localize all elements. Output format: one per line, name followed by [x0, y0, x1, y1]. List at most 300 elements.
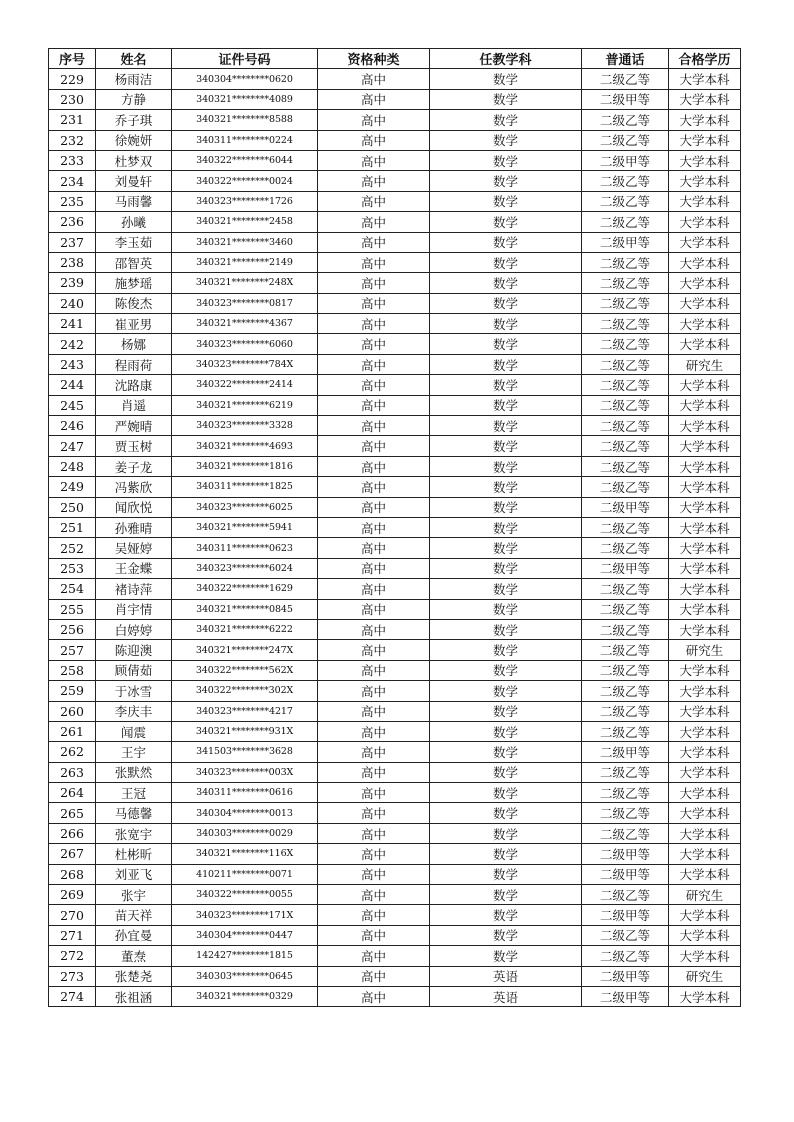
cell-mandarin-level: 二级甲等 — [582, 558, 669, 578]
cell-name: 王金蝶 — [96, 558, 172, 578]
cell-subject: 数学 — [430, 212, 582, 232]
cell-education: 大学本科 — [669, 517, 741, 537]
cell-education: 大学本科 — [669, 823, 741, 843]
cell-id-number: 340323********6024 — [172, 558, 318, 578]
cell-subject: 数学 — [430, 456, 582, 476]
cell-name: 贾玉树 — [96, 436, 172, 456]
cell-qualification-type: 高中 — [318, 436, 430, 456]
cell-subject: 数学 — [430, 436, 582, 456]
table-row — [49, 762, 741, 782]
cell-subject: 数学 — [430, 905, 582, 925]
cell-id-number: 340311********0616 — [172, 783, 318, 803]
cell-mandarin-level: 二级乙等 — [582, 946, 669, 966]
cell-mandarin-level: 二级甲等 — [582, 89, 669, 109]
cell-mandarin-level: 二级乙等 — [582, 191, 669, 211]
table-row — [49, 783, 741, 803]
cell-qualification-type: 高中 — [318, 640, 430, 660]
cell-id-number: 340321********4693 — [172, 436, 318, 456]
table-row — [49, 191, 741, 211]
cell-id-number: 341503********3628 — [172, 742, 318, 762]
table-row — [49, 558, 741, 578]
cell-education: 大学本科 — [669, 599, 741, 619]
cell-qualification-type: 高中 — [318, 212, 430, 232]
cell-name: 张默然 — [96, 762, 172, 782]
cell-id-number: 340322********6044 — [172, 150, 318, 170]
cell-serial: 266 — [49, 823, 96, 843]
table-row — [49, 69, 741, 89]
cell-serial: 230 — [49, 89, 96, 109]
cell-subject: 英语 — [430, 966, 582, 986]
cell-serial: 254 — [49, 579, 96, 599]
header-qualification-type: 资格种类 — [318, 49, 430, 69]
cell-serial: 256 — [49, 619, 96, 639]
cell-id-number: 340323********6025 — [172, 497, 318, 517]
cell-name: 程雨荷 — [96, 354, 172, 374]
cell-id-number: 340321********5941 — [172, 517, 318, 537]
cell-education: 大学本科 — [669, 721, 741, 741]
table-row — [49, 721, 741, 741]
cell-serial: 268 — [49, 864, 96, 884]
cell-subject: 数学 — [430, 130, 582, 150]
cell-subject: 数学 — [430, 885, 582, 905]
table-row — [49, 273, 741, 293]
cell-mandarin-level: 二级甲等 — [582, 864, 669, 884]
table-row — [49, 232, 741, 252]
cell-id-number: 340311********0224 — [172, 130, 318, 150]
cell-name: 施梦瑶 — [96, 273, 172, 293]
cell-education: 大学本科 — [669, 925, 741, 945]
cell-serial: 234 — [49, 171, 96, 191]
cell-id-number: 340323********784X — [172, 354, 318, 374]
table-row — [49, 885, 741, 905]
cell-serial: 247 — [49, 436, 96, 456]
table-row — [49, 252, 741, 272]
cell-name: 沈路康 — [96, 375, 172, 395]
cell-id-number: 340323********0817 — [172, 293, 318, 313]
cell-subject: 数学 — [430, 314, 582, 334]
cell-education: 研究生 — [669, 640, 741, 660]
cell-serial: 255 — [49, 599, 96, 619]
cell-serial: 263 — [49, 762, 96, 782]
cell-qualification-type: 高中 — [318, 599, 430, 619]
cell-name: 张祖涵 — [96, 986, 172, 1006]
cell-education: 研究生 — [669, 966, 741, 986]
cell-serial: 231 — [49, 110, 96, 130]
cell-subject: 数学 — [430, 538, 582, 558]
cell-name: 姜子龙 — [96, 456, 172, 476]
cell-education: 大学本科 — [669, 701, 741, 721]
cell-education: 大学本科 — [669, 273, 741, 293]
table-row — [49, 966, 741, 986]
cell-id-number: 340323********3328 — [172, 416, 318, 436]
cell-id-number: 340321********2458 — [172, 212, 318, 232]
cell-qualification-type: 高中 — [318, 579, 430, 599]
cell-subject: 数学 — [430, 252, 582, 272]
cell-subject: 数学 — [430, 517, 582, 537]
table-row — [49, 395, 741, 415]
cell-id-number: 340321********248X — [172, 273, 318, 293]
qualification-table — [48, 48, 741, 1007]
cell-education: 研究生 — [669, 354, 741, 374]
cell-education: 大学本科 — [669, 232, 741, 252]
cell-id-number: 340311********0623 — [172, 538, 318, 558]
cell-id-number: 340321********0329 — [172, 986, 318, 1006]
cell-name: 张宇 — [96, 885, 172, 905]
cell-qualification-type: 高中 — [318, 925, 430, 945]
cell-mandarin-level: 二级乙等 — [582, 619, 669, 639]
cell-id-number: 340321********0845 — [172, 599, 318, 619]
cell-qualification-type: 高中 — [318, 681, 430, 701]
cell-id-number: 340322********2414 — [172, 375, 318, 395]
cell-education: 大学本科 — [669, 783, 741, 803]
cell-education: 大学本科 — [669, 436, 741, 456]
cell-subject: 数学 — [430, 191, 582, 211]
cell-education: 大学本科 — [669, 416, 741, 436]
cell-mandarin-level: 二级乙等 — [582, 477, 669, 497]
cell-name: 陈迎澳 — [96, 640, 172, 660]
cell-subject: 数学 — [430, 599, 582, 619]
cell-name: 吴娅婷 — [96, 538, 172, 558]
cell-id-number: 340321********4367 — [172, 314, 318, 334]
cell-serial: 272 — [49, 946, 96, 966]
header-name: 姓名 — [96, 49, 172, 69]
cell-subject: 英语 — [430, 986, 582, 1006]
cell-serial: 265 — [49, 803, 96, 823]
table-row — [49, 416, 741, 436]
cell-serial: 233 — [49, 150, 96, 170]
table-row — [49, 579, 741, 599]
cell-id-number: 340304********0620 — [172, 69, 318, 89]
cell-subject: 数学 — [430, 844, 582, 864]
cell-mandarin-level: 二级乙等 — [582, 885, 669, 905]
cell-name: 肖宇情 — [96, 599, 172, 619]
cell-qualification-type: 高中 — [318, 538, 430, 558]
cell-name: 白婷婷 — [96, 619, 172, 639]
table-row — [49, 660, 741, 680]
cell-id-number: 340321********2149 — [172, 252, 318, 272]
cell-mandarin-level: 二级乙等 — [582, 293, 669, 313]
cell-education: 大学本科 — [669, 150, 741, 170]
cell-qualification-type: 高中 — [318, 742, 430, 762]
cell-qualification-type: 高中 — [318, 619, 430, 639]
table-row — [49, 619, 741, 639]
cell-subject: 数学 — [430, 110, 582, 130]
cell-mandarin-level: 二级甲等 — [582, 232, 669, 252]
table-row — [49, 823, 741, 843]
cell-qualification-type: 高中 — [318, 762, 430, 782]
cell-qualification-type: 高中 — [318, 89, 430, 109]
cell-mandarin-level: 二级乙等 — [582, 416, 669, 436]
cell-qualification-type: 高中 — [318, 660, 430, 680]
cell-subject: 数学 — [430, 742, 582, 762]
cell-serial: 245 — [49, 395, 96, 415]
cell-subject: 数学 — [430, 660, 582, 680]
cell-id-number: 340303********0645 — [172, 966, 318, 986]
cell-serial: 239 — [49, 273, 96, 293]
header-subject: 任教学科 — [430, 49, 582, 69]
cell-serial: 240 — [49, 293, 96, 313]
cell-mandarin-level: 二级乙等 — [582, 273, 669, 293]
cell-mandarin-level: 二级乙等 — [582, 354, 669, 374]
cell-name: 杨娜 — [96, 334, 172, 354]
cell-id-number: 340321********247X — [172, 640, 318, 660]
cell-education: 大学本科 — [669, 803, 741, 823]
cell-name: 于冰雪 — [96, 681, 172, 701]
cell-id-number: 340311********1825 — [172, 477, 318, 497]
cell-qualification-type: 高中 — [318, 395, 430, 415]
cell-id-number: 340304********0013 — [172, 803, 318, 823]
cell-name: 肖遥 — [96, 395, 172, 415]
cell-id-number: 340321********931X — [172, 721, 318, 741]
cell-mandarin-level: 二级乙等 — [582, 375, 669, 395]
table-row — [49, 925, 741, 945]
cell-name: 杜彬昕 — [96, 844, 172, 864]
table-row — [49, 375, 741, 395]
cell-id-number: 340323********003X — [172, 762, 318, 782]
cell-education: 大学本科 — [669, 375, 741, 395]
cell-name: 王宇 — [96, 742, 172, 762]
cell-education: 大学本科 — [669, 619, 741, 639]
cell-subject: 数学 — [430, 925, 582, 945]
cell-name: 刘亚飞 — [96, 864, 172, 884]
cell-mandarin-level: 二级乙等 — [582, 395, 669, 415]
table-row — [49, 844, 741, 864]
cell-name: 马德馨 — [96, 803, 172, 823]
cell-subject: 数学 — [430, 640, 582, 660]
cell-education: 大学本科 — [669, 477, 741, 497]
table-row — [49, 314, 741, 334]
table-row — [49, 864, 741, 884]
cell-education: 大学本科 — [669, 212, 741, 232]
cell-mandarin-level: 二级乙等 — [582, 456, 669, 476]
cell-qualification-type: 高中 — [318, 171, 430, 191]
cell-mandarin-level: 二级乙等 — [582, 252, 669, 272]
cell-mandarin-level: 二级甲等 — [582, 986, 669, 1006]
cell-serial: 241 — [49, 314, 96, 334]
cell-education: 大学本科 — [669, 864, 741, 884]
table-row — [49, 701, 741, 721]
cell-serial: 251 — [49, 517, 96, 537]
cell-name: 冯紫欣 — [96, 477, 172, 497]
cell-mandarin-level: 二级乙等 — [582, 783, 669, 803]
header-row — [49, 49, 741, 69]
cell-education: 大学本科 — [669, 252, 741, 272]
cell-serial: 257 — [49, 640, 96, 660]
cell-qualification-type: 高中 — [318, 701, 430, 721]
cell-serial: 267 — [49, 844, 96, 864]
cell-subject: 数学 — [430, 783, 582, 803]
cell-serial: 232 — [49, 130, 96, 150]
cell-mandarin-level: 二级乙等 — [582, 130, 669, 150]
table-row — [49, 599, 741, 619]
cell-qualification-type: 高中 — [318, 416, 430, 436]
cell-id-number: 340321********6219 — [172, 395, 318, 415]
cell-id-number: 340321********8588 — [172, 110, 318, 130]
cell-education: 大学本科 — [669, 395, 741, 415]
cell-qualification-type: 高中 — [318, 823, 430, 843]
cell-education: 大学本科 — [669, 314, 741, 334]
cell-education: 大学本科 — [669, 456, 741, 476]
cell-mandarin-level: 二级乙等 — [582, 681, 669, 701]
cell-id-number: 340322********562X — [172, 660, 318, 680]
table-row — [49, 130, 741, 150]
cell-id-number: 410211********0071 — [172, 864, 318, 884]
cell-id-number: 340321********1816 — [172, 456, 318, 476]
cell-qualification-type: 高中 — [318, 232, 430, 252]
cell-serial: 253 — [49, 558, 96, 578]
cell-name: 孙宜曼 — [96, 925, 172, 945]
cell-qualification-type: 高中 — [318, 517, 430, 537]
cell-id-number: 340321********3460 — [172, 232, 318, 252]
cell-qualification-type: 高中 — [318, 558, 430, 578]
cell-serial: 269 — [49, 885, 96, 905]
cell-qualification-type: 高中 — [318, 130, 430, 150]
cell-mandarin-level: 二级乙等 — [582, 334, 669, 354]
cell-id-number: 340323********4217 — [172, 701, 318, 721]
cell-qualification-type: 高中 — [318, 905, 430, 925]
cell-name: 张宽宇 — [96, 823, 172, 843]
cell-subject: 数学 — [430, 864, 582, 884]
cell-mandarin-level: 二级乙等 — [582, 69, 669, 89]
cell-serial: 259 — [49, 681, 96, 701]
cell-subject: 数学 — [430, 497, 582, 517]
cell-serial: 273 — [49, 966, 96, 986]
cell-serial: 250 — [49, 497, 96, 517]
cell-serial: 242 — [49, 334, 96, 354]
cell-serial: 274 — [49, 986, 96, 1006]
cell-id-number: 340323********1726 — [172, 191, 318, 211]
cell-education: 大学本科 — [669, 334, 741, 354]
cell-name: 张楚尧 — [96, 966, 172, 986]
cell-subject: 数学 — [430, 354, 582, 374]
cell-mandarin-level: 二级乙等 — [582, 823, 669, 843]
cell-mandarin-level: 二级甲等 — [582, 497, 669, 517]
cell-qualification-type: 高中 — [318, 885, 430, 905]
cell-mandarin-level: 二级乙等 — [582, 599, 669, 619]
cell-serial: 260 — [49, 701, 96, 721]
cell-qualification-type: 高中 — [318, 375, 430, 395]
cell-qualification-type: 高中 — [318, 314, 430, 334]
cell-mandarin-level: 二级乙等 — [582, 762, 669, 782]
cell-serial: 244 — [49, 375, 96, 395]
cell-subject: 数学 — [430, 293, 582, 313]
cell-mandarin-level: 二级甲等 — [582, 150, 669, 170]
cell-qualification-type: 高中 — [318, 354, 430, 374]
cell-serial: 238 — [49, 252, 96, 272]
cell-name: 李庆丰 — [96, 701, 172, 721]
cell-name: 董焘 — [96, 946, 172, 966]
table-row — [49, 497, 741, 517]
cell-id-number: 340322********0024 — [172, 171, 318, 191]
cell-qualification-type: 高中 — [318, 191, 430, 211]
cell-mandarin-level: 二级甲等 — [582, 966, 669, 986]
cell-name: 马雨馨 — [96, 191, 172, 211]
cell-mandarin-level: 二级乙等 — [582, 803, 669, 823]
cell-id-number: 142427********1815 — [172, 946, 318, 966]
table-row — [49, 150, 741, 170]
cell-education: 大学本科 — [669, 538, 741, 558]
cell-education: 大学本科 — [669, 191, 741, 211]
cell-subject: 数学 — [430, 89, 582, 109]
cell-name: 孙曦 — [96, 212, 172, 232]
cell-qualification-type: 高中 — [318, 844, 430, 864]
cell-mandarin-level: 二级乙等 — [582, 517, 669, 537]
cell-education: 研究生 — [669, 885, 741, 905]
table-row — [49, 110, 741, 130]
table-row — [49, 456, 741, 476]
cell-subject: 数学 — [430, 375, 582, 395]
cell-education: 大学本科 — [669, 844, 741, 864]
cell-id-number: 340322********302X — [172, 681, 318, 701]
cell-subject: 数学 — [430, 579, 582, 599]
cell-mandarin-level: 二级乙等 — [582, 110, 669, 130]
cell-subject: 数学 — [430, 619, 582, 639]
cell-name: 苗天祥 — [96, 905, 172, 925]
cell-education: 大学本科 — [669, 69, 741, 89]
table-row — [49, 212, 741, 232]
cell-education: 大学本科 — [669, 579, 741, 599]
cell-education: 大学本科 — [669, 681, 741, 701]
cell-qualification-type: 高中 — [318, 150, 430, 170]
cell-mandarin-level: 二级乙等 — [582, 538, 669, 558]
cell-qualification-type: 高中 — [318, 946, 430, 966]
cell-education: 大学本科 — [669, 89, 741, 109]
cell-serial: 252 — [49, 538, 96, 558]
table-row — [49, 334, 741, 354]
table-row — [49, 681, 741, 701]
cell-name: 闻欣悦 — [96, 497, 172, 517]
cell-qualification-type: 高中 — [318, 334, 430, 354]
cell-name: 杨雨洁 — [96, 69, 172, 89]
cell-mandarin-level: 二级甲等 — [582, 844, 669, 864]
cell-id-number: 340303********0029 — [172, 823, 318, 843]
table-row — [49, 354, 741, 374]
header-id-number: 证件号码 — [172, 49, 318, 69]
header-education: 合格学历 — [669, 49, 741, 69]
cell-mandarin-level: 二级乙等 — [582, 925, 669, 945]
cell-subject: 数学 — [430, 477, 582, 497]
cell-serial: 246 — [49, 416, 96, 436]
cell-qualification-type: 高中 — [318, 864, 430, 884]
cell-name: 闻震 — [96, 721, 172, 741]
cell-qualification-type: 高中 — [318, 110, 430, 130]
cell-subject: 数学 — [430, 721, 582, 741]
cell-qualification-type: 高中 — [318, 456, 430, 476]
table-row — [49, 803, 741, 823]
cell-name: 乔子琪 — [96, 110, 172, 130]
cell-serial: 235 — [49, 191, 96, 211]
table-row — [49, 538, 741, 558]
cell-serial: 236 — [49, 212, 96, 232]
cell-mandarin-level: 二级乙等 — [582, 436, 669, 456]
table-row — [49, 640, 741, 660]
cell-education: 大学本科 — [669, 905, 741, 925]
cell-subject: 数学 — [430, 803, 582, 823]
cell-serial: 271 — [49, 925, 96, 945]
cell-subject: 数学 — [430, 823, 582, 843]
table-row — [49, 293, 741, 313]
cell-education: 大学本科 — [669, 293, 741, 313]
cell-name: 孙雅晴 — [96, 517, 172, 537]
cell-id-number: 340321********6222 — [172, 619, 318, 639]
cell-serial: 262 — [49, 742, 96, 762]
cell-qualification-type: 高中 — [318, 477, 430, 497]
cell-name: 杜梦双 — [96, 150, 172, 170]
cell-serial: 248 — [49, 456, 96, 476]
cell-id-number: 340322********1629 — [172, 579, 318, 599]
cell-subject: 数学 — [430, 171, 582, 191]
cell-mandarin-level: 二级乙等 — [582, 660, 669, 680]
